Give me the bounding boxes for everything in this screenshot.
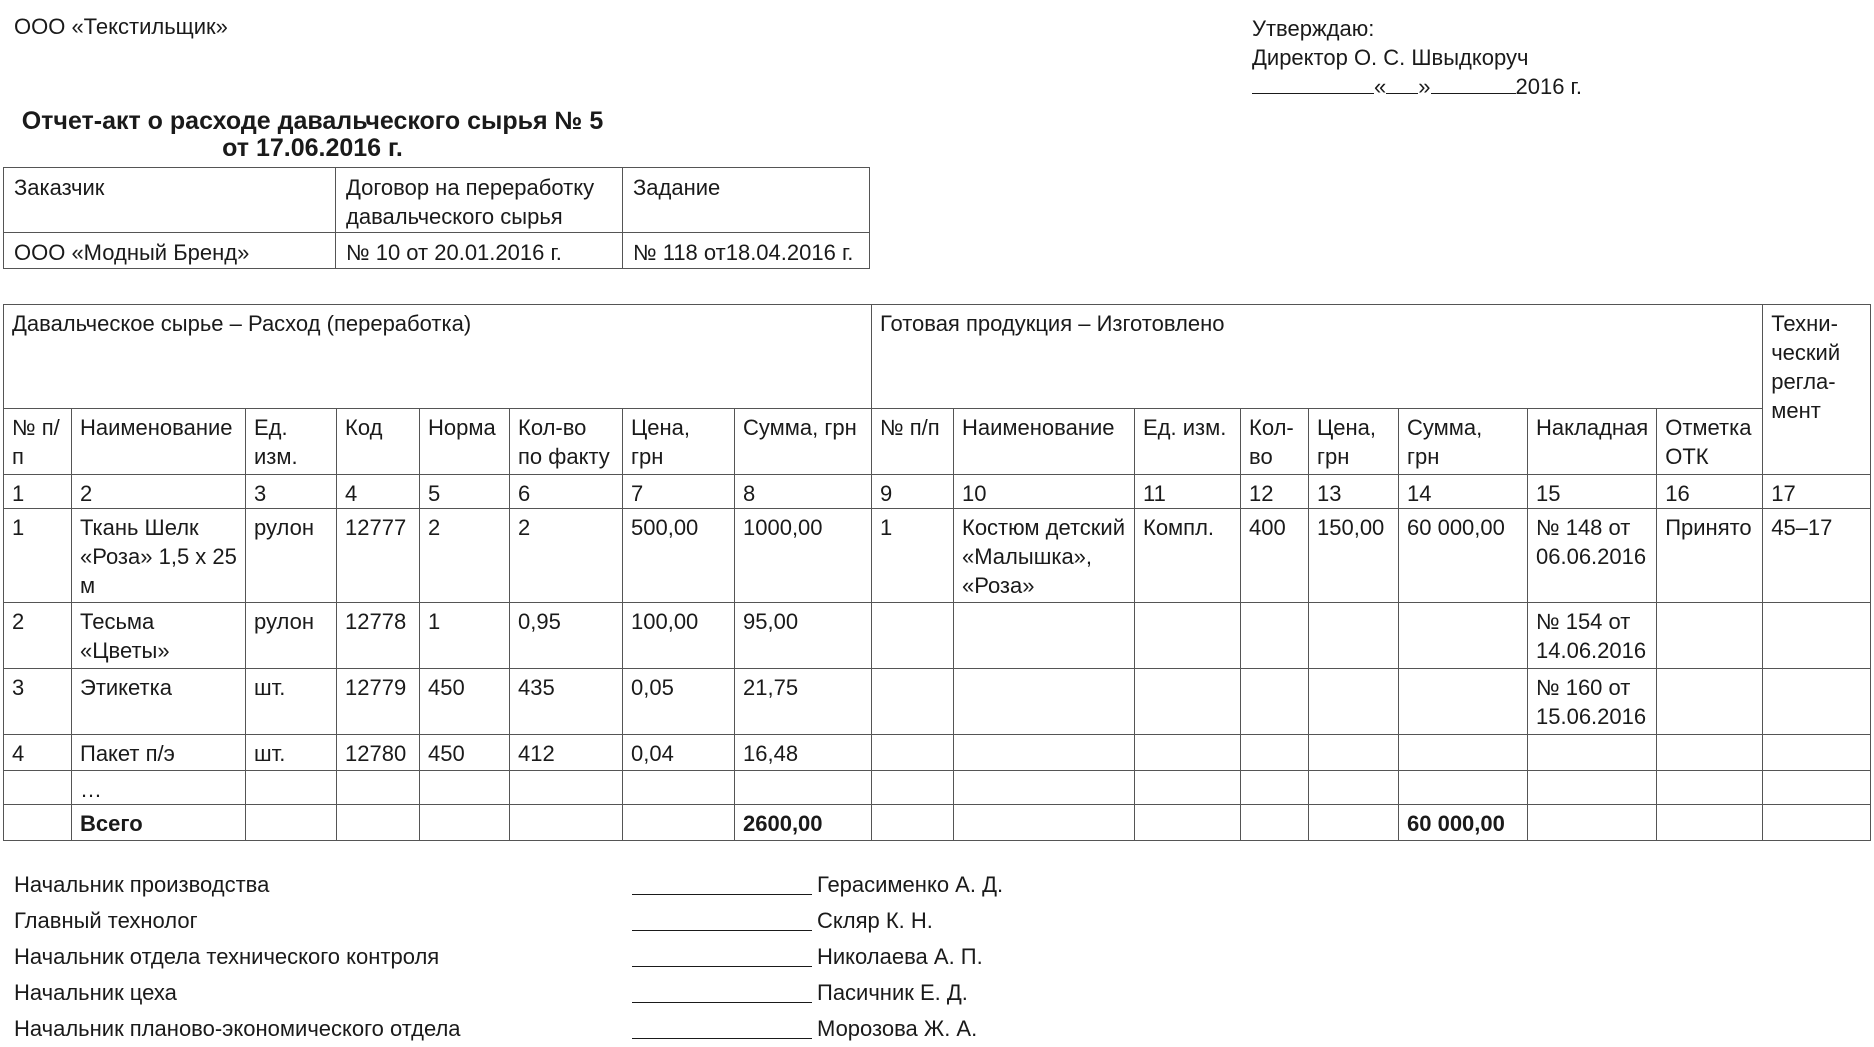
column-header: № п/п — [872, 409, 954, 475]
table-cell — [1241, 669, 1309, 735]
table-cell — [510, 805, 623, 841]
table-cell: 150,00 — [1309, 509, 1399, 603]
table-cell — [1309, 669, 1399, 735]
column-header-row — [4, 409, 1871, 475]
table-cell — [954, 669, 1135, 735]
table-cell — [1528, 805, 1657, 841]
table-cell — [337, 805, 420, 841]
signature-name: Пасичник Е. Д. — [817, 980, 968, 1005]
table-cell — [872, 669, 954, 735]
column-header: Отметка ОТК — [1657, 409, 1763, 475]
approval-label: Утверждаю: — [1252, 16, 1375, 41]
column-header: Сумма, грн — [1399, 409, 1528, 475]
table-cell — [1763, 603, 1871, 669]
table-cell — [1399, 771, 1528, 805]
table-cell — [954, 771, 1135, 805]
column-number: 10 — [954, 475, 1135, 509]
signature-line — [632, 894, 812, 895]
signature-line — [632, 930, 812, 931]
month-blank — [1431, 73, 1516, 94]
column-number: 5 — [420, 475, 510, 509]
table-cell: рулон — [246, 603, 337, 669]
approval-block — [1252, 14, 1582, 101]
table-cell: Компл. — [1135, 509, 1241, 603]
table-cell: Этикетка — [72, 669, 246, 735]
approval-year: 2016 г. — [1515, 74, 1583, 99]
column-header: Ед. изм. — [1135, 409, 1241, 475]
table-cell — [1135, 603, 1241, 669]
task-value: № 118 от18.04.2016 г. — [623, 233, 870, 269]
table-cell: 1 — [420, 603, 510, 669]
table-cell — [420, 771, 510, 805]
table-cell: 2 — [510, 509, 623, 603]
column-header: Цена, грн — [1309, 409, 1399, 475]
column-number: 9 — [872, 475, 954, 509]
table-cell: … — [72, 771, 246, 805]
column-header: Норма — [420, 409, 510, 475]
day-blank — [1386, 73, 1418, 94]
table-cell — [1309, 805, 1399, 841]
contract-value: № 10 от 20.01.2016 г. — [336, 233, 623, 269]
table-cell — [246, 771, 337, 805]
table-cell — [954, 735, 1135, 771]
column-number: 1 — [4, 475, 72, 509]
table-cell — [1135, 669, 1241, 735]
finished-product-group-header: Готовая продукция – Изготовлено — [872, 305, 1763, 409]
table-cell: 2 — [4, 603, 72, 669]
column-header: Наименование — [954, 409, 1135, 475]
signature-line — [632, 966, 812, 967]
column-header: Ед. изм. — [246, 409, 337, 475]
raw-material-report-table — [3, 304, 1871, 841]
table-cell — [1657, 603, 1763, 669]
signature-row — [14, 867, 1114, 903]
column-header: Цена, грн — [623, 409, 735, 475]
column-header: Кол-во — [1241, 409, 1309, 475]
table-cell: Пакет п/э — [72, 735, 246, 771]
table-cell — [954, 603, 1135, 669]
table-cell: 435 — [510, 669, 623, 735]
signature-role: Начальник цеха — [14, 980, 177, 1005]
column-header: Код — [337, 409, 420, 475]
table-cell: 100,00 — [623, 603, 735, 669]
table-cell: № 154 от 14.06.2016 — [1528, 603, 1657, 669]
table-cell: 12779 — [337, 669, 420, 735]
table-row — [4, 603, 1871, 669]
column-number: 3 — [246, 475, 337, 509]
signature-row — [14, 1011, 1114, 1047]
contract-value-row — [4, 233, 870, 269]
signature-line — [632, 1038, 812, 1039]
table-cell: 12777 — [337, 509, 420, 603]
table-cell: 0,05 — [623, 669, 735, 735]
table-row — [4, 771, 1871, 805]
total-label: Всего — [72, 805, 246, 841]
table-cell — [954, 805, 1135, 841]
company-name: ООО «Текстильщик» — [14, 14, 228, 39]
column-number: 15 — [1528, 475, 1657, 509]
table-cell — [1399, 669, 1528, 735]
column-number: 16 — [1657, 475, 1763, 509]
table-row — [4, 735, 1871, 771]
approval-date-line — [1252, 72, 1582, 101]
table-cell: 2 — [420, 509, 510, 603]
customer-value: ООО «Модный Бренд» — [4, 233, 336, 269]
column-number: 17 — [1763, 475, 1871, 509]
signatures-block — [14, 867, 1114, 1047]
signature-role: Начальник планово-экономического отдела — [14, 1016, 461, 1041]
tech-regulation-header: Техни-ческий регла-мент — [1763, 305, 1871, 475]
table-cell — [1135, 771, 1241, 805]
signature-name: Скляр К. Н. — [817, 908, 933, 933]
table-cell — [510, 771, 623, 805]
table-cell — [872, 771, 954, 805]
column-header: Сумма, грн — [735, 409, 872, 475]
table-cell — [1657, 735, 1763, 771]
signature-name: Морозова Ж. А. — [817, 1016, 978, 1041]
table-cell: 0,95 — [510, 603, 623, 669]
table-cell: 12778 — [337, 603, 420, 669]
table-cell: Костюм детский «Малышка», «Роза» — [954, 509, 1135, 603]
contract-header: Договор на переработку давальческого сырья — [336, 168, 623, 233]
table-cell — [1241, 603, 1309, 669]
column-number: 4 — [337, 475, 420, 509]
table-cell: 21,75 — [735, 669, 872, 735]
table-cell: № 160 от 15.06.2016 — [1528, 669, 1657, 735]
group-header-row — [4, 305, 1871, 409]
table-cell — [1657, 669, 1763, 735]
column-number: 7 — [623, 475, 735, 509]
table-cell: 45–17 — [1763, 509, 1871, 603]
table-cell: 1000,00 — [735, 509, 872, 603]
total-raw-sum: 2600,00 — [735, 805, 872, 841]
table-cell — [872, 735, 954, 771]
table-cell — [1135, 805, 1241, 841]
table-cell — [4, 805, 72, 841]
table-cell: 450 — [420, 735, 510, 771]
table-cell: 4 — [4, 735, 72, 771]
table-cell — [1763, 805, 1871, 841]
signature-role: Начальник отдела технического контроля — [14, 944, 440, 969]
table-cell — [1657, 771, 1763, 805]
table-cell: 95,00 — [735, 603, 872, 669]
task-header: Задание — [623, 168, 870, 233]
table-cell: 0,04 — [623, 735, 735, 771]
table-cell — [1241, 735, 1309, 771]
table-cell — [420, 805, 510, 841]
signature-name: Герасименко А. Д. — [817, 872, 1004, 897]
table-cell: шт. — [246, 735, 337, 771]
table-cell — [337, 771, 420, 805]
signature-row — [14, 975, 1114, 1011]
table-cell — [1309, 603, 1399, 669]
approval-director: Директор О. С. Швыдкоруч — [1252, 45, 1529, 70]
column-number: 14 — [1399, 475, 1528, 509]
table-cell — [1135, 735, 1241, 771]
table-cell — [1241, 771, 1309, 805]
table-cell — [1309, 771, 1399, 805]
table-cell: 500,00 — [623, 509, 735, 603]
total-product-sum: 60 000,00 — [1399, 805, 1528, 841]
table-cell — [1399, 603, 1528, 669]
table-cell: шт. — [246, 669, 337, 735]
table-cell: Ткань Шелк «Роза» 1,5 х 25 м — [72, 509, 246, 603]
table-cell — [246, 805, 337, 841]
table-cell: 12780 — [337, 735, 420, 771]
table-row — [4, 509, 1871, 603]
table-cell: 412 — [510, 735, 623, 771]
table-cell — [1399, 735, 1528, 771]
column-number: 11 — [1135, 475, 1241, 509]
title-line-1: Отчет-акт о расходе давальческого сырья № 5 — [21, 107, 604, 135]
column-header: Наименование — [72, 409, 246, 475]
table-cell — [735, 771, 872, 805]
table-row — [4, 669, 1871, 735]
column-number: 8 — [735, 475, 872, 509]
table-cell — [1528, 735, 1657, 771]
table-cell — [1763, 735, 1871, 771]
table-cell — [623, 805, 735, 841]
signature-blank — [1252, 73, 1374, 94]
column-header: Накладная — [1528, 409, 1657, 475]
table-cell: рулон — [246, 509, 337, 603]
column-number-row — [4, 475, 1871, 509]
total-row — [4, 805, 1871, 841]
signature-role: Главный технолог — [14, 908, 198, 933]
table-cell — [872, 603, 954, 669]
table-cell: 1 — [872, 509, 954, 603]
table-cell — [1241, 805, 1309, 841]
signature-role: Начальник производства — [14, 872, 270, 897]
customer-header: Заказчик — [4, 168, 336, 233]
table-cell — [872, 805, 954, 841]
table-cell: 450 — [420, 669, 510, 735]
column-header: Кол-во по факту — [510, 409, 623, 475]
column-header: № п/п — [4, 409, 72, 475]
table-cell — [1309, 735, 1399, 771]
signature-row — [14, 939, 1114, 975]
signature-row — [14, 903, 1114, 939]
column-number: 13 — [1309, 475, 1399, 509]
column-number: 2 — [72, 475, 246, 509]
column-number: 12 — [1241, 475, 1309, 509]
contract-info-table — [3, 167, 870, 269]
table-cell: 16,48 — [735, 735, 872, 771]
table-cell: 1 — [4, 509, 72, 603]
table-cell — [623, 771, 735, 805]
table-cell: 3 — [4, 669, 72, 735]
table-cell — [1763, 771, 1871, 805]
signature-name: Николаева А. П. — [817, 944, 983, 969]
table-cell: Принято — [1657, 509, 1763, 603]
column-number: 6 — [510, 475, 623, 509]
table-body — [4, 305, 1871, 841]
signature-line — [632, 1002, 812, 1003]
title-line-2: от 17.06.2016 г. — [222, 134, 403, 162]
table-cell: 60 000,00 — [1399, 509, 1528, 603]
table-cell: № 148 от 06.06.2016 — [1528, 509, 1657, 603]
table-cell — [1763, 669, 1871, 735]
table-cell — [4, 771, 72, 805]
date-close-quote: » — [1418, 74, 1431, 99]
table-cell: 400 — [1241, 509, 1309, 603]
date-open-quote: « — [1374, 74, 1387, 99]
table-cell — [1528, 771, 1657, 805]
raw-material-group-header: Давальческое сырье – Расход (переработка) — [4, 305, 872, 409]
contract-header-row — [4, 168, 870, 233]
table-cell: Тесьма «Цветы» — [72, 603, 246, 669]
document-title — [0, 108, 625, 162]
table-cell — [1657, 805, 1763, 841]
